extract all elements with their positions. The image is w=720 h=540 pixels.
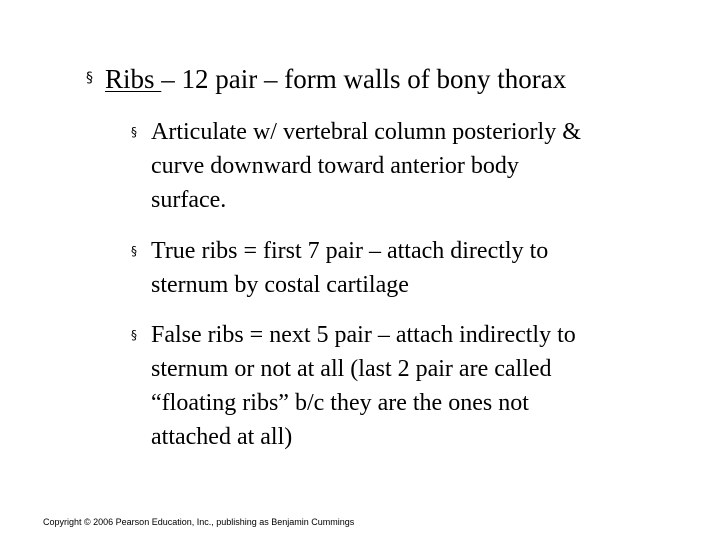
sub-bullet-text: [151, 318, 576, 454]
main-bullet: [0, 62, 720, 98]
sub-bullet-line: Articulate w/ vertebral column posteriorly &: [151, 119, 581, 145]
square-bullet-icon: §: [131, 125, 137, 139]
square-bullet-icon: §: [131, 328, 137, 342]
sub-bullet-line: sternum by costal cartilage: [151, 272, 409, 298]
sub-bullet-line: attached at all): [151, 424, 293, 450]
main-bullet-term: Ribs: [105, 64, 162, 94]
sub-bullet-text: [151, 234, 548, 302]
copyright-footer: Copyright © 2006 Pearson Education, Inc., publishing as Benjamin Cummings: [43, 517, 355, 527]
sub-bullet-line: curve downward toward anterior body: [151, 153, 519, 179]
square-bullet-icon: §: [86, 70, 93, 86]
sub-bullet-line: True ribs = first 7 pair – attach directly to: [151, 238, 549, 264]
sub-bullet-line: False ribs = next 5 pair – attach indirectly to: [151, 322, 576, 348]
main-bullet-rest: – 12 pair – form walls of bony thorax: [161, 64, 567, 94]
square-bullet-icon: §: [131, 244, 137, 258]
sub-bullet-line: surface.: [151, 187, 227, 213]
main-bullet-text: [105, 62, 566, 96]
sub-bullet-text: [151, 115, 581, 217]
sub-bullet-line: sternum or not at all (last 2 pair are called: [151, 356, 552, 382]
sub-bullet-line: “floating ribs” b/c they are the ones not: [151, 390, 529, 416]
